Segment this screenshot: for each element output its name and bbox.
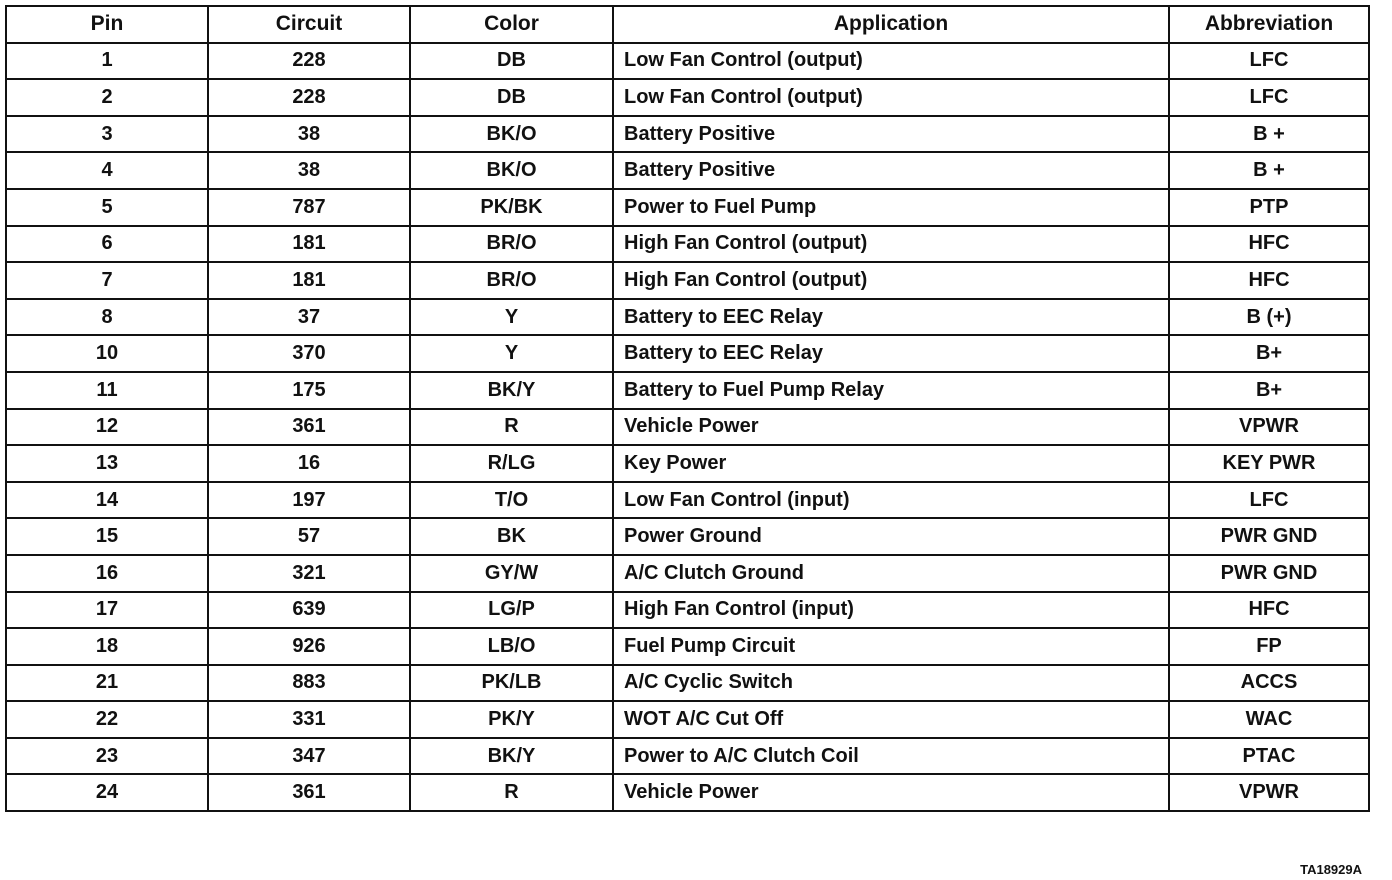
pin-cell: 8	[6, 299, 208, 336]
application-cell: High Fan Control (output)	[613, 226, 1169, 263]
pin-cell: 24	[6, 774, 208, 811]
pin-cell: 13	[6, 445, 208, 482]
table-row	[6, 665, 1369, 702]
circuit-cell: 361	[208, 774, 410, 811]
application-cell: Low Fan Control (output)	[613, 43, 1169, 80]
header-abbreviation: Abbreviation	[1169, 6, 1369, 43]
table-row	[6, 226, 1369, 263]
pin-cell: 22	[6, 701, 208, 738]
header-application: Application	[613, 6, 1169, 43]
color-cell: PK/LB	[410, 665, 613, 702]
circuit-cell: 181	[208, 226, 410, 263]
color-cell: Y	[410, 335, 613, 372]
abbreviation-cell: PWR GND	[1169, 555, 1369, 592]
table-row	[6, 628, 1369, 665]
table-row	[6, 555, 1369, 592]
table-row	[6, 701, 1369, 738]
table-row	[6, 409, 1369, 446]
application-cell: Key Power	[613, 445, 1169, 482]
application-cell: Battery to EEC Relay	[613, 335, 1169, 372]
circuit-cell: 883	[208, 665, 410, 702]
pin-cell: 7	[6, 262, 208, 299]
circuit-cell: 370	[208, 335, 410, 372]
application-cell: Battery to EEC Relay	[613, 299, 1169, 336]
figure-id: TA18929A	[1300, 862, 1362, 877]
circuit-cell: 197	[208, 482, 410, 519]
circuit-cell: 181	[208, 262, 410, 299]
table-body	[6, 43, 1369, 811]
color-cell: DB	[410, 43, 613, 80]
color-cell: DB	[410, 79, 613, 116]
color-cell: BK/Y	[410, 372, 613, 409]
color-cell: BK/O	[410, 152, 613, 189]
circuit-cell: 37	[208, 299, 410, 336]
circuit-cell: 228	[208, 79, 410, 116]
table-row	[6, 738, 1369, 775]
abbreviation-cell: WAC	[1169, 701, 1369, 738]
circuit-cell: 57	[208, 518, 410, 555]
table-row	[6, 116, 1369, 153]
pin-cell: 6	[6, 226, 208, 263]
abbreviation-cell: HFC	[1169, 262, 1369, 299]
application-cell: Vehicle Power	[613, 409, 1169, 446]
abbreviation-cell: LFC	[1169, 79, 1369, 116]
color-cell: R	[410, 774, 613, 811]
table-row	[6, 152, 1369, 189]
application-cell: Battery Positive	[613, 152, 1169, 189]
color-cell: BK/Y	[410, 738, 613, 775]
application-cell: Battery Positive	[613, 116, 1169, 153]
abbreviation-cell: B +	[1169, 116, 1369, 153]
header-pin: Pin	[6, 6, 208, 43]
circuit-cell: 639	[208, 592, 410, 629]
table-row	[6, 445, 1369, 482]
circuit-cell: 347	[208, 738, 410, 775]
table-row	[6, 372, 1369, 409]
color-cell: T/O	[410, 482, 613, 519]
pin-cell: 14	[6, 482, 208, 519]
pin-cell: 5	[6, 189, 208, 226]
abbreviation-cell: LFC	[1169, 43, 1369, 80]
pin-cell: 4	[6, 152, 208, 189]
pin-cell: 23	[6, 738, 208, 775]
color-cell: PK/Y	[410, 701, 613, 738]
abbreviation-cell: PTP	[1169, 189, 1369, 226]
application-cell: A/C Clutch Ground	[613, 555, 1169, 592]
color-cell: LG/P	[410, 592, 613, 629]
color-cell: BK/O	[410, 116, 613, 153]
pin-cell: 16	[6, 555, 208, 592]
color-cell: BR/O	[410, 226, 613, 263]
abbreviation-cell: PTAC	[1169, 738, 1369, 775]
table-row	[6, 43, 1369, 80]
table-row	[6, 189, 1369, 226]
pin-cell: 10	[6, 335, 208, 372]
abbreviation-cell: PWR GND	[1169, 518, 1369, 555]
circuit-cell: 16	[208, 445, 410, 482]
header-color: Color	[410, 6, 613, 43]
pin-cell: 15	[6, 518, 208, 555]
circuit-cell: 228	[208, 43, 410, 80]
circuit-cell: 38	[208, 116, 410, 153]
table-row	[6, 262, 1369, 299]
application-cell: Power to A/C Clutch Coil	[613, 738, 1169, 775]
application-cell: Power Ground	[613, 518, 1169, 555]
application-cell: Power to Fuel Pump	[613, 189, 1169, 226]
table-header-row	[6, 6, 1369, 43]
color-cell: GY/W	[410, 555, 613, 592]
abbreviation-cell: VPWR	[1169, 774, 1369, 811]
circuit-cell: 38	[208, 152, 410, 189]
circuit-cell: 926	[208, 628, 410, 665]
color-cell: LB/O	[410, 628, 613, 665]
pin-cell: 21	[6, 665, 208, 702]
application-cell: High Fan Control (output)	[613, 262, 1169, 299]
table-row	[6, 79, 1369, 116]
circuit-cell: 331	[208, 701, 410, 738]
application-cell: Vehicle Power	[613, 774, 1169, 811]
abbreviation-cell: VPWR	[1169, 409, 1369, 446]
pin-cell: 2	[6, 79, 208, 116]
table-row	[6, 592, 1369, 629]
circuit-cell: 321	[208, 555, 410, 592]
abbreviation-cell: KEY PWR	[1169, 445, 1369, 482]
pin-circuit-table	[5, 5, 1370, 812]
color-cell: BK	[410, 518, 613, 555]
table-row	[6, 335, 1369, 372]
pin-cell: 1	[6, 43, 208, 80]
abbreviation-cell: B (+)	[1169, 299, 1369, 336]
abbreviation-cell: FP	[1169, 628, 1369, 665]
color-cell: PK/BK	[410, 189, 613, 226]
pin-cell: 11	[6, 372, 208, 409]
color-cell: R/LG	[410, 445, 613, 482]
pin-cell: 18	[6, 628, 208, 665]
application-cell: Low Fan Control (output)	[613, 79, 1169, 116]
pin-cell: 12	[6, 409, 208, 446]
color-cell: R	[410, 409, 613, 446]
abbreviation-cell: B+	[1169, 372, 1369, 409]
application-cell: WOT A/C Cut Off	[613, 701, 1169, 738]
abbreviation-cell: HFC	[1169, 226, 1369, 263]
pin-cell: 3	[6, 116, 208, 153]
table-row	[6, 482, 1369, 519]
circuit-cell: 787	[208, 189, 410, 226]
abbreviation-cell: ACCS	[1169, 665, 1369, 702]
application-cell: Fuel Pump Circuit	[613, 628, 1169, 665]
pin-cell: 17	[6, 592, 208, 629]
table-row	[6, 518, 1369, 555]
abbreviation-cell: LFC	[1169, 482, 1369, 519]
circuit-cell: 361	[208, 409, 410, 446]
abbreviation-cell: HFC	[1169, 592, 1369, 629]
header-circuit: Circuit	[208, 6, 410, 43]
table-row	[6, 299, 1369, 336]
color-cell: BR/O	[410, 262, 613, 299]
abbreviation-cell: B +	[1169, 152, 1369, 189]
application-cell: Battery to Fuel Pump Relay	[613, 372, 1169, 409]
application-cell: A/C Cyclic Switch	[613, 665, 1169, 702]
circuit-cell: 175	[208, 372, 410, 409]
abbreviation-cell: B+	[1169, 335, 1369, 372]
application-cell: Low Fan Control (input)	[613, 482, 1169, 519]
table-row	[6, 774, 1369, 811]
color-cell: Y	[410, 299, 613, 336]
application-cell: High Fan Control (input)	[613, 592, 1169, 629]
